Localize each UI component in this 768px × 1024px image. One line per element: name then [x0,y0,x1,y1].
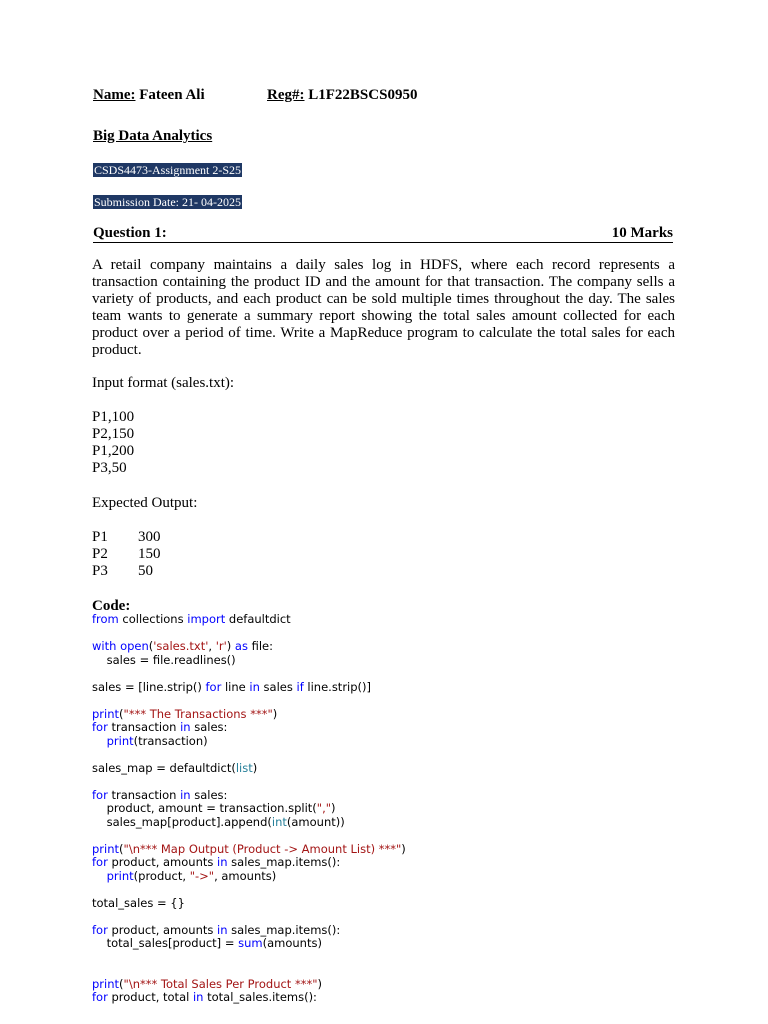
code-token: in [192,990,204,1004]
code-line [92,883,406,897]
code-token: print [92,706,120,721]
assignment-id [93,161,242,179]
code-token: ( [119,706,124,721]
code-line [92,816,406,830]
name-field [93,87,205,104]
question-label: Question 1: [93,225,167,241]
code-token: sales: [190,787,228,802]
input-line: P2,150 [92,426,135,442]
assignment-text: CSDS4473-Assignment 2-S25 [94,163,242,177]
code-token: (amounts) [262,936,322,950]
code-token: for [92,787,108,802]
code-line [92,721,406,735]
code-token: ) [331,801,336,815]
code-token: with [92,639,117,653]
expected-total: 50 [138,563,153,579]
code-token: in [180,720,191,734]
input-line: P3,50 [92,460,127,476]
code-token: sum [238,936,263,950]
code-token: product, amount = transaction.split( [92,801,317,815]
code-token: (product, [133,868,190,883]
code-line [92,843,406,857]
code-token: ) [317,976,323,991]
code-token: list [235,760,253,775]
reg-value: L1F22BSCS0950 [308,87,418,103]
code-line [92,667,406,681]
code-token: import [187,612,226,626]
input-heading-block [92,375,234,392]
code-line [92,681,406,695]
code-token: for [205,679,222,694]
code-token: sales_map = defaultdict( [92,760,236,775]
code-block [92,613,406,1005]
expected-heading: Expected Output: [92,495,198,511]
code-token: total_sales[product] = [92,936,239,950]
submission-text: Submission Date: 21- 04-2025 [94,195,241,209]
code-line [92,762,406,776]
code-token: sales = [line.strip() [92,679,206,694]
code-token: sales_map.items(): [227,855,341,869]
code-token: 'sales.txt' [153,639,209,653]
code-token: for [92,922,108,937]
code-token: ) [226,639,235,653]
code-token: product, amounts [107,922,218,937]
code-token: line.strip()] [303,679,371,694]
code-token: total_sales.items(): [203,990,317,1004]
code-token: ( [148,639,154,653]
code-token: "," [316,801,332,815]
expected-product: P1 [92,529,108,545]
code-token: "->" [189,868,215,883]
code-token: in [217,855,228,869]
code-line [92,870,406,884]
expected-heading-block [92,495,197,512]
code-token: , amounts) [214,868,277,883]
input-heading: Input format (sales.txt): [92,375,235,391]
code-token: 'r' [215,639,227,653]
code-token: print [92,841,120,856]
expected-total: 150 [138,546,161,562]
code-line [92,897,406,911]
reg-label: Reg#: [267,87,305,103]
reg-field [267,87,417,104]
code-token: sales_map.items(): [227,922,341,937]
code-token: in [217,922,228,937]
submission-date [93,193,242,211]
code-line [92,654,406,668]
code-line [92,694,406,708]
code-line [92,910,406,924]
code-line [92,735,406,749]
code-line [92,775,406,789]
code-line [92,924,406,938]
name-label: Name: [93,87,136,103]
problem-statement: A retail company maintains a daily sales log in HDFS, where each record represents a transaction containing the product ID and the amount for that transaction. The company sells a variety of products, and each product can be sold multiple times throughout the day. The sales team wants to generate a summary report showing the total sales amount collected for each product over a period of time. Write a MapReduce program to calculate the total sales for each product. [92,257,675,358]
code-token: "*** The Transactions ***" [123,706,273,721]
code-token: ( [119,976,124,991]
code-token: in [180,787,191,802]
code-token: for [92,990,108,1004]
expected-total: 300 [138,529,161,545]
code-line [92,708,406,722]
expected-row [92,563,161,580]
code-line [92,964,406,978]
code-token: print [106,868,134,883]
code-line [92,829,406,843]
code-token: sales_map[product].append( [92,814,272,829]
code-line [92,937,406,951]
code-token: line [221,679,250,694]
code-token: "\n*** Map Output (Product -> Amount List) ***" [123,841,402,856]
code-token: (amount)) [286,814,345,829]
code-token: defaultdict [225,612,291,626]
question-marks: 10 Marks [611,225,673,241]
code-line [92,856,406,870]
code-token: , [208,639,216,653]
input-line: P1,100 [92,409,135,425]
code-token: transaction [107,720,181,734]
expected-row [92,546,161,563]
code-token: sales [259,679,297,694]
code-token: as [234,639,248,653]
code-token: sales: [190,720,228,734]
code-token: file: [247,639,273,653]
name-value: Fateen Ali [139,87,205,103]
code-token: in [249,679,260,694]
expected-output [92,529,161,580]
code-line [92,951,406,965]
code-line [92,978,406,992]
code-token: ) [401,841,406,856]
code-token: transaction [107,787,181,802]
code-token: for [92,855,108,869]
code-token: open [120,639,149,653]
code-token: print [92,976,120,991]
code-token: sales = file.readlines() [92,652,236,667]
code-token: ( [119,841,124,856]
input-lines [92,409,134,477]
code-token: total_sales = {} [92,895,185,910]
code-heading: Code: [92,598,131,614]
input-line: P1,200 [92,443,135,459]
code-token: from [92,612,119,626]
code-token: "\n*** Total Sales Per Product ***" [123,976,318,991]
code-token: if [296,679,304,694]
code-token: ) [272,706,278,721]
code-line [92,802,406,816]
code-token: product, total [107,990,193,1004]
code-line [92,613,406,627]
code-token [92,869,107,883]
code-token: print [106,733,134,748]
code-token: int [271,814,287,829]
code-token: (transaction) [133,733,208,748]
question-header [93,225,673,243]
code-line [92,789,406,803]
code-token: collections [118,612,188,626]
code-line [92,627,406,641]
code-token: for [92,720,108,734]
code-token: product, amounts [107,855,218,869]
code-token [92,734,107,748]
code-token: ) [252,760,258,775]
code-line [92,640,406,654]
code-line [92,991,406,1005]
expected-product: P2 [92,546,108,562]
code-line [92,748,406,762]
course-title: Big Data Analytics [93,128,213,144]
expected-product: P3 [92,563,108,579]
expected-row [92,529,161,546]
